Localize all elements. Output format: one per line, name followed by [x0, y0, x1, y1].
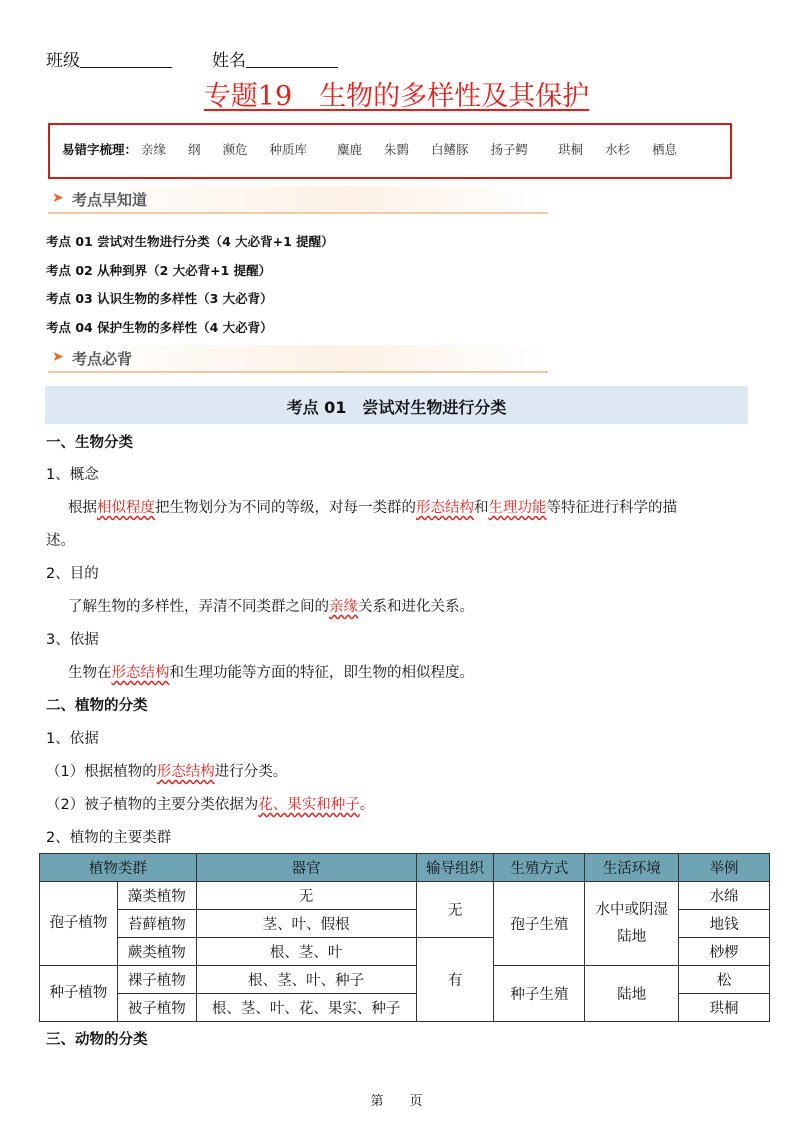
paragraph: 了解生物的多样性，弄清不同类群之间的亲缘关系和进化关系。: [68, 599, 474, 615]
error-word: 纲: [188, 142, 201, 157]
table-header: 器官: [196, 854, 416, 882]
table-row: [40, 882, 770, 910]
student-info-line: [46, 46, 378, 71]
error-word: 珙桐: [558, 142, 584, 157]
table-header-row: [40, 854, 770, 882]
table-cell: 藻类植物: [117, 882, 196, 910]
table-cell: 根、茎、叶: [196, 938, 416, 966]
key-term: 形态结构: [111, 665, 170, 681]
point-item: 考点 02 从种到界（2 大必背+1 提醒）: [46, 263, 272, 278]
paragraph: 根据相似程度把生物划分为不同的等级，对每一类群的形态结构和生理功能等特征进行科学的描: [68, 500, 677, 516]
error-word: 白鳍豚: [431, 142, 469, 157]
heading-plant-classification: 二、植物的分类: [46, 698, 148, 714]
table-cell: 被子植物: [117, 994, 196, 1022]
table-cell: 水中或阴湿陆地: [585, 882, 679, 966]
table-header: 生活环境: [585, 854, 679, 882]
name-label: 姓名: [212, 51, 246, 71]
table-cell: 根、茎、叶、花、果实、种子: [196, 994, 416, 1022]
error-word: 扬子鳄: [490, 142, 529, 157]
table-row: [40, 966, 770, 994]
section-header-must-know: [48, 345, 548, 373]
key-term: 亲缘: [329, 599, 358, 615]
key-term: 相似程度: [97, 500, 155, 516]
table-cell: 孢子植物: [40, 882, 118, 966]
key-term: 花、果实和种子: [258, 797, 360, 813]
key-term: 生理功能: [488, 500, 547, 516]
error-word: 亲缘: [141, 142, 167, 157]
paragraph-continued: 述。: [46, 533, 75, 549]
arrow-icon: ➤: [52, 190, 64, 206]
page-title: 专题19 生物的多样性及其保护: [203, 81, 590, 112]
table-cell: 无: [196, 882, 416, 910]
error-word: 水杉: [605, 142, 631, 157]
section-title: 考点必背: [72, 350, 133, 368]
topic-heading: 考点 01 尝试对生物进行分类: [286, 398, 507, 417]
point-item: 考点 03 认识生物的多样性（3 大必背）: [46, 291, 273, 306]
topic-heading-bar: [45, 386, 748, 424]
error-word: 麋鹿: [337, 142, 363, 157]
table-cell: 苔藓植物: [117, 910, 196, 938]
table-cell: 种子植物: [40, 966, 118, 1022]
class-blank[interactable]: [80, 51, 172, 68]
section-title: 考点早知道: [72, 191, 148, 209]
table-cell: 地钱: [679, 910, 770, 938]
table-cell: 根、茎、叶、种子: [196, 966, 416, 994]
table-cell: 茎、叶、假根: [196, 910, 416, 938]
error-word: 朱鹮: [384, 142, 410, 157]
subheading: 3、依据: [46, 632, 99, 648]
table-header: 生殖方式: [494, 854, 585, 882]
table-cell: 裸子植物: [117, 966, 196, 994]
table-header: 植物类群: [40, 854, 197, 882]
subheading: 1、依据: [46, 731, 99, 747]
table-header: 举例: [679, 854, 770, 882]
table-cell: 蕨类植物: [117, 938, 196, 966]
class-label: 班级: [46, 51, 80, 71]
paragraph: （2）被子植物的主要分类依据为花、果实和种子。: [46, 797, 375, 813]
heading-animal-classification: 三、动物的分类: [46, 1032, 148, 1048]
table-cell: 种子生殖: [494, 966, 585, 1022]
point-item: 考点 04 保护生物的多样性（4 大必背）: [46, 320, 273, 335]
paragraph: 生物在形态结构和生理功能等方面的特征，即生物的相似程度。: [68, 665, 474, 681]
table-cell: 有: [416, 938, 494, 1022]
subheading: 2、植物的主要类群: [46, 830, 172, 846]
table-cell: 水绵: [679, 882, 770, 910]
arrow-icon: ➤: [52, 349, 64, 365]
error-words-label: 易错字梳理：: [62, 142, 138, 157]
plant-groups-table: [39, 853, 770, 1022]
error-word: 濒危: [222, 142, 248, 157]
subheading: 1、概念: [46, 467, 99, 483]
table-header: 输导组织: [416, 854, 494, 882]
paragraph: （1）根据植物的形态结构进行分类。: [46, 764, 288, 780]
heading-classification: 一、生物分类: [46, 435, 133, 451]
table-cell: 陆地: [585, 966, 679, 1022]
table-cell: 孢子生殖: [494, 882, 585, 966]
error-words-box: [48, 123, 732, 179]
key-term: 形态结构: [156, 764, 215, 780]
point-item: 考点 01 尝试对生物进行分类（4 大必背+1 提醒）: [46, 234, 334, 249]
page-footer: 第 页: [370, 1094, 423, 1109]
table-cell: 珙桐: [679, 994, 770, 1022]
table-cell: 无: [416, 882, 494, 938]
section-header-overview: [48, 186, 548, 214]
error-word: 种质库: [269, 142, 308, 157]
table-cell: 松: [679, 966, 770, 994]
name-blank[interactable]: [246, 51, 338, 68]
table-cell: 桫椤: [679, 938, 770, 966]
error-word: 栖息: [652, 142, 678, 157]
subheading: 2、目的: [46, 566, 99, 582]
key-term: 形态结构: [416, 500, 474, 516]
